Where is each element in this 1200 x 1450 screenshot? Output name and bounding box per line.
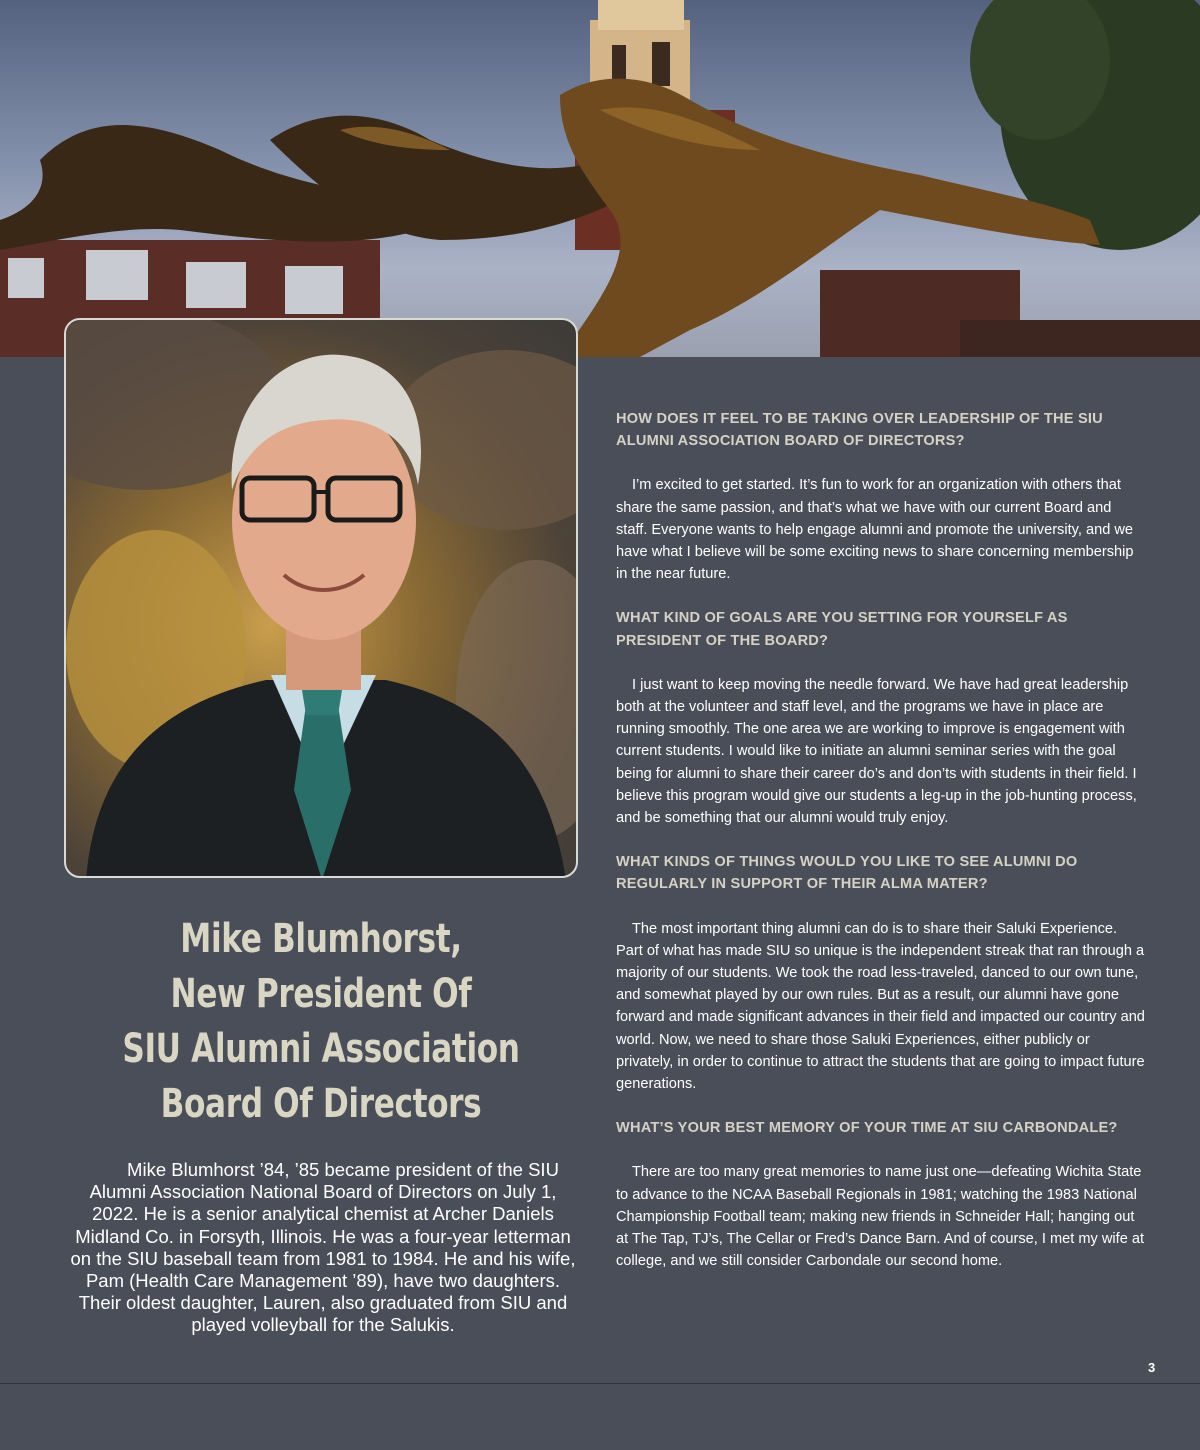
portrait-photo: [64, 318, 578, 878]
answer-paragraph: There are too many great memories to name just one—defeating Wichita State to advance to the NCAA Baseball Regionals in 1981; watching the 1983 National Championship Football team; making new friends in Schneider Hall; hanging out at The Tap, TJ’s, The Cellar or Fred’s Dance Barn. And of course, I met my wife at college, and we still consider Carbondale our second home.: [616, 1164, 1145, 1270]
title-line: Board Of Directors: [160, 1081, 482, 1127]
title-line: New President Of: [170, 971, 472, 1017]
question-heading: HOW DOES IT FEEL TO BE TAKING OVER LEADERSHIP OF THE SIU ALUMNI ASSOCIATION BOARD OF DIRECTORS?: [616, 411, 1103, 450]
question-heading: WHAT KINDS OF THINGS WOULD YOU LIKE TO SEE ALUMNI DO REGULARLY IN SUPPORT OF THEIR ALMA MATER?: [616, 854, 1078, 893]
answer-paragraph: The most important thing alumni can do is to share their Saluki Experience. Part of what has made SIU so unique is the independent streak that ran through a majority of our students. We took the road less-traveled, danced to our own tune, and somewhat played by our own rules. But as a result, our alumni have gone forward and made significant advances in their field and impacted our country and world. Now, we need to share those Saluki Experiences, either publicly or privately, in order to continue to attract the students that are going to impact future generations.: [616, 920, 1145, 1093]
hero-photo: [0, 0, 1200, 357]
answer-paragraph: I just want to keep moving the needle forward. We have had great leadership both at the volunteer and staff level, and the programs we have in place are running smoothly. The one area we are working to improve is engagement with current students. I would like to initiate an alumni seminar series with the goal being for alumni to share their career do’s and don’ts with students in their field. I believe this program would give our students a leg-up in the job-hunting process, and be something that our alumni would truly enjoy.: [616, 676, 1137, 827]
qa-column: [616, 408, 1146, 1295]
footer-divider: [0, 1383, 1200, 1384]
question-heading: WHAT KIND OF GOALS ARE YOU SETTING FOR YOURSELF AS PRESIDENT OF THE BOARD?: [616, 610, 1068, 649]
bio-paragraph: Mike Blumhorst ’84, ’85 became president of the SIU Alumni Association National Board of Directors on July 1, 2022. He is a senior analytical chemist at Archer Daniels Midland Co. in Forsyth, Illinois. He was a four-year letterman on the SIU baseball team from 1981 to 1984. He and his wife, Pam (Health Care Management ’89), have two daughters. Their oldest daughter, Lauren, also graduated from SIU and played volleyball for the Salukis.: [70, 1159, 576, 1336]
portrait-illustration: [66, 320, 578, 878]
answer-paragraph: I’m excited to get started. It’s fun to work for an organization with others that share the same passion, and that’s what we have with our current Board and staff. Everyone wants to help engage alumni and promote the university, and we have what I believe will be some exciting news to share concerning membership in the near future.: [616, 477, 1134, 583]
title-line: SIU Alumni Association: [122, 1026, 520, 1072]
title-line: Mike Blumhorst,: [180, 916, 462, 962]
question-heading: WHAT’S YOUR BEST MEMORY OF YOUR TIME AT SIU CARBONDALE?: [616, 1120, 1118, 1137]
article-title: [121, 912, 522, 1132]
page-number: 3: [1148, 1360, 1156, 1375]
saluki-statue-illustration: [0, 0, 1200, 357]
